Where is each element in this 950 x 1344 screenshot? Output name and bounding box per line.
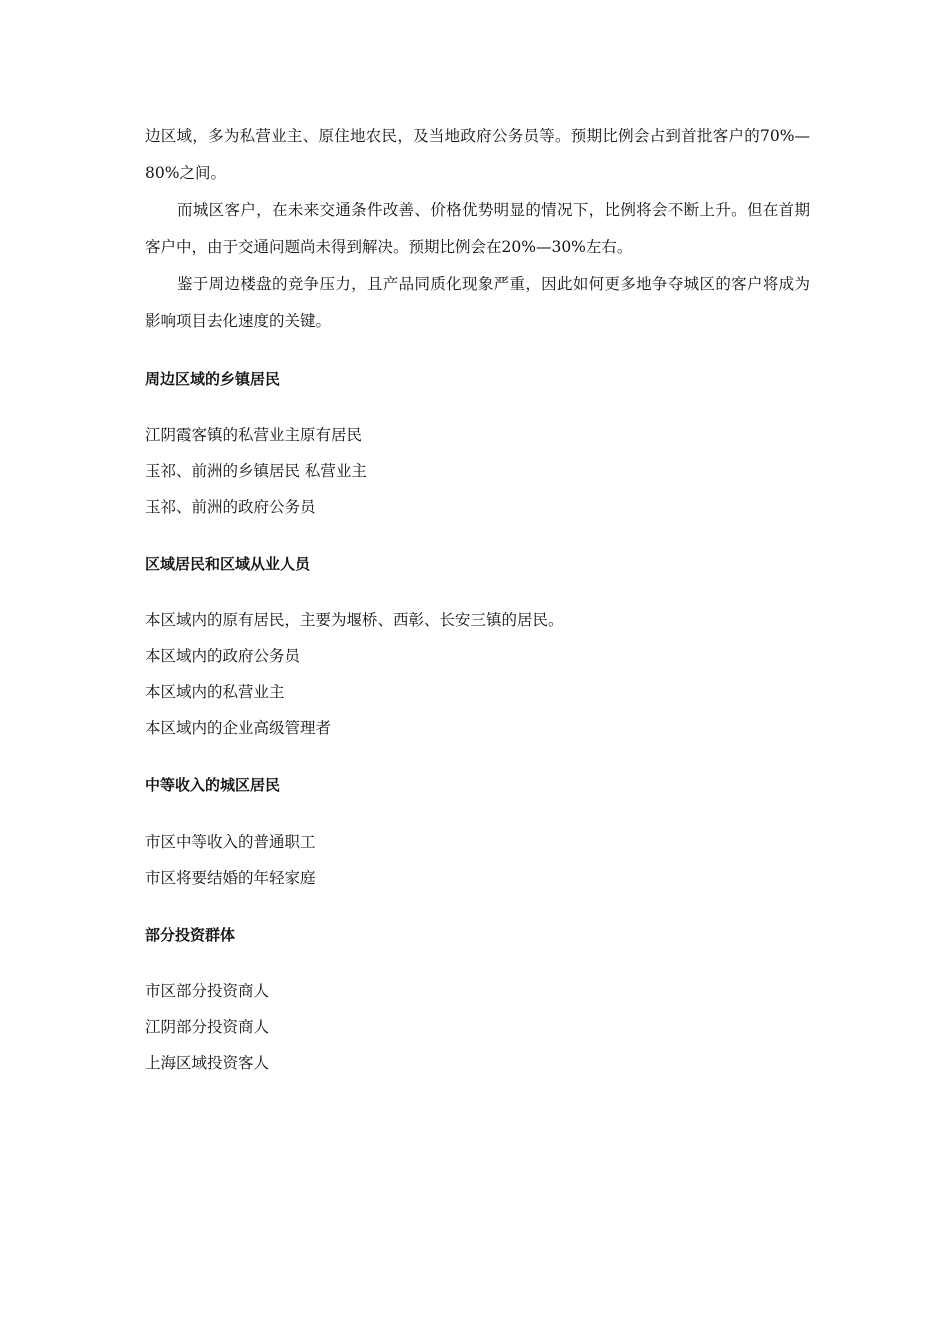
list-item: 江阴部分投资商人 (145, 1018, 270, 1036)
list-item: 市区将要结婚的年轻家庭 (145, 869, 316, 887)
list-item: 本区域内的政府公务员 (145, 647, 301, 665)
section-heading-township-residents: 周边区域的乡镇居民 (145, 370, 281, 388)
section-list-urban-residents (145, 824, 316, 896)
list-item: 本区域内的原有居民，主要为堰桥、西彰、长安三镇的居民。 (145, 611, 564, 629)
intro-paragraph-1: 边区域，多为私营业主、原住地农民，及当地政府公务员等。预期比例会占到首批客户的70%—80%之间。 (145, 127, 810, 182)
list-item: 玉祁、前洲的乡镇居民 私营业主 (145, 462, 367, 480)
list-item: 玉祁、前洲的政府公务员 (145, 498, 316, 516)
section-list-investors (145, 973, 269, 1081)
list-item: 市区中等收入的普通职工 (145, 833, 316, 851)
section-list-township-residents (145, 417, 367, 525)
list-item: 本区域内的企业高级管理者 (145, 719, 332, 737)
list-item: 江阴霞客镇的私营业主原有居民 (145, 426, 363, 444)
section-heading-investors: 部分投资群体 (145, 926, 236, 944)
intro-paragraph-3: 鉴于周边楼盘的竞争压力，且产品同质化现象严重，因此如何更多地争夺城区的客户将成为影响项目去化速度的关键。 (145, 275, 810, 330)
intro-paragraph-2: 而城区客户，在未来交通条件改善、价格优势明显的情况下，比例将会不断上升。但在首期客户中，由于交通问题尚未得到解决。预期比例会在20%—30%左右。 (145, 201, 810, 256)
list-item: 市区部分投资商人 (145, 982, 270, 1000)
section-heading-urban-residents: 中等收入的城区居民 (145, 776, 281, 794)
section-heading-regional-residents: 区域居民和区域从业人员 (145, 555, 311, 573)
list-item: 上海区域投资客人 (145, 1054, 270, 1072)
intro-text (145, 118, 810, 340)
list-item: 本区域内的私营业主 (145, 683, 285, 701)
section-list-regional-residents (145, 602, 564, 746)
